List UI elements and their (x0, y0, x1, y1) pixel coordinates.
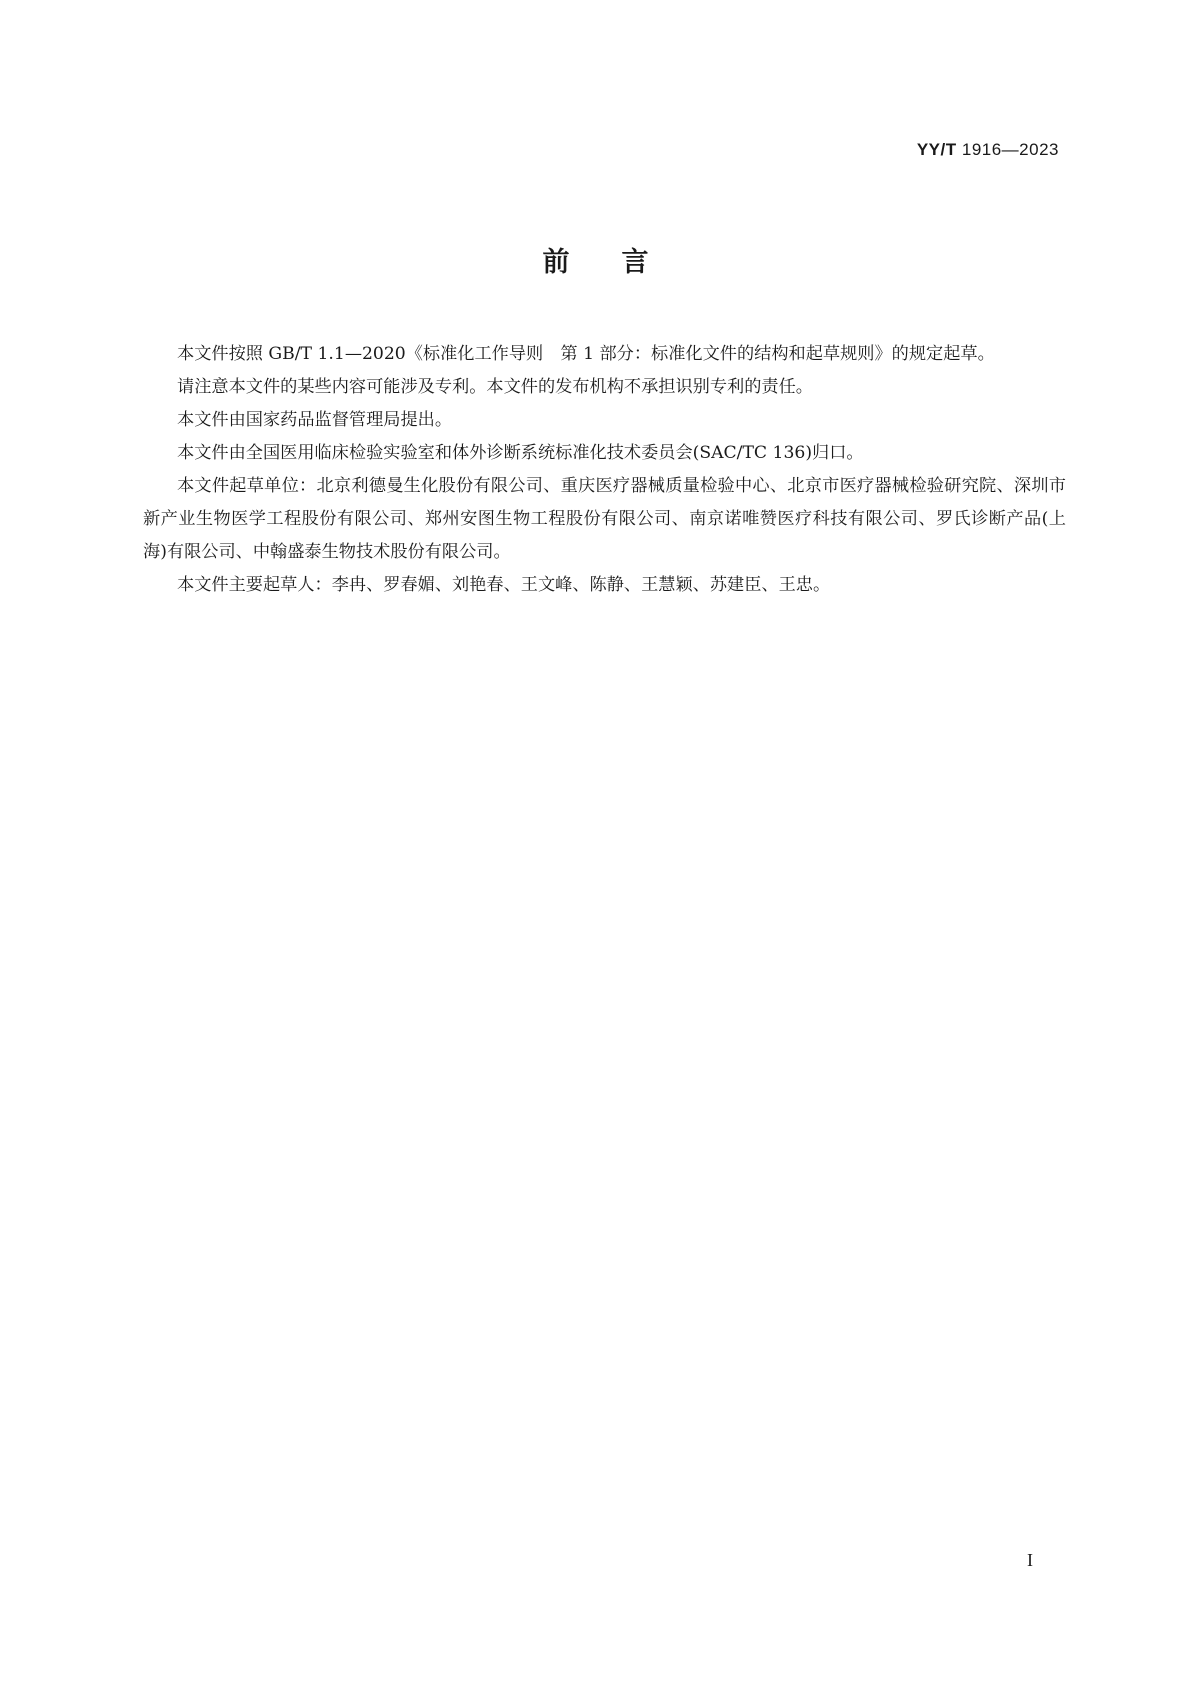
paragraph-drafters: 本文件主要起草人：李冉、罗春媚、刘艳春、王文峰、陈静、王慧颖、苏建臣、王忠。 (177, 575, 831, 595)
paragraph-drafting-units: 本文件起草单位：北京利德曼生化股份有限公司、重庆医疗器械质量检验中心、北京市医疗器械检验研究院、深圳市新产业生物医学工程股份有限公司、郑州安图生物工程股份有限公司、南京诺唯赞医疗科技有限公司、罗氏诊断产品(上海)有限公司、中翰盛泰生物技术股份有限公司。 (143, 476, 1066, 562)
standard-prefix: YY/T (916, 140, 957, 159)
foreword-body (143, 338, 1066, 602)
standard-number (917, 140, 1059, 160)
standard-code: 1916—2023 (961, 140, 1059, 159)
page-number: I (1027, 1550, 1033, 1570)
paragraph-proposer: 本文件由国家药品监督管理局提出。 (177, 410, 453, 430)
paragraph-patent-notice: 请注意本文件的某些内容可能涉及专利。本文件的发布机构不承担识别专利的责任。 (177, 377, 813, 397)
paragraph-drafting-rules: 本文件按照 GB/T 1.1—2020《标准化工作导则 第 1 部分：标准化文件的结构和起草规则》的规定起草。 (177, 344, 995, 364)
page-title: 前言 (542, 247, 701, 278)
paragraph-committee: 本文件由全国医用临床检验实验室和体外诊断系统标准化技术委员会(SAC/TC 136)归口。 (177, 443, 864, 463)
